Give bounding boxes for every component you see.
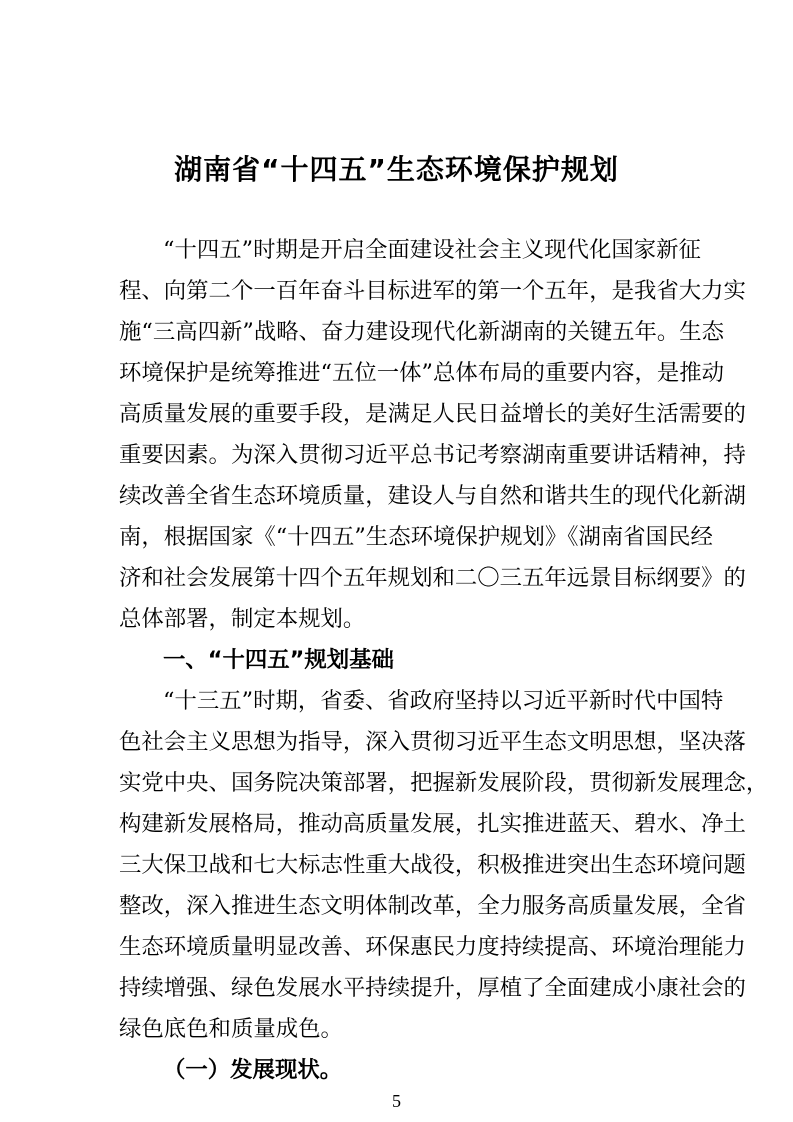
subsection-1-heading: （一）发展现状。	[163, 1057, 343, 1083]
paragraph-1-line-1: “十四五”时期是开启全面建设社会主义现代化国家新征	[163, 237, 701, 263]
paragraph-1-line-4: 环境保护是统筹推进“五位一体”总体布局的重要内容，是推动	[119, 360, 725, 386]
section-1-heading: 一、“十四五”规划基础	[163, 647, 394, 673]
paragraph-2-line-9: 绿色底色和质量成色。	[119, 1016, 343, 1042]
paragraph-1-line-8: 南，根据国家《“十四五”生态环境保护规划》《湖南省国民经	[119, 524, 713, 550]
paragraph-1-line-10: 总体部署，制定本规划。	[119, 606, 366, 632]
paragraph-1-line-2: 程、向第二个一百年奋斗目标进军的第一个五年，是我省大力实	[119, 278, 746, 304]
paragraph-1-line-9: 济和社会发展第十四个五年规划和二〇三五年远景目标纲要》的	[119, 565, 746, 591]
paragraph-1-line-5: 高质量发展的重要手段，是满足人民日益增长的美好生活需要的	[119, 401, 746, 427]
paragraph-2-line-8: 持续增强、绿色发展水平持续提升，厚植了全面建成小康社会的	[119, 975, 746, 1001]
document-title: 湖南省“十四五”生态环境保护规划	[174, 153, 619, 186]
page-number: 5	[392, 1091, 401, 1111]
paragraph-2-line-2: 色社会主义思想为指导，深入贯彻习近平生态文明思想，坚决落	[119, 729, 746, 755]
paragraph-1-line-3: 施“三高四新”战略、奋力建设现代化新湖南的关键五年。生态	[119, 319, 725, 345]
paragraph-2-line-5: 三大保卫战和七大标志性重大战役，积极推进突出生态环境问题	[119, 852, 746, 878]
paragraph-2-line-7: 生态环境质量明显改善、环保惠民力度持续提高、环境治理能力	[119, 934, 746, 960]
paragraph-2-line-4: 构建新发展格局，推动高质量发展，扎实推进蓝天、碧水、净土	[119, 811, 746, 837]
paragraph-2-line-1: “十三五”时期，省委、省政府坚持以习近平新时代中国特	[163, 688, 724, 714]
paragraph-1-line-7: 续改善全省生态环境质量，建设人与自然和谐共生的现代化新湖	[119, 483, 746, 509]
paragraph-1-line-6: 重要因素。为深入贯彻习近平总书记考察湖南重要讲话精神，持	[119, 442, 746, 468]
paragraph-2-line-3: 实党中央、国务院决策部署，把握新发展阶段，贯彻新发展理念，	[119, 770, 769, 796]
paragraph-2-line-6: 整改，深入推进生态文明体制改革，全力服务高质量发展，全省	[119, 893, 746, 919]
